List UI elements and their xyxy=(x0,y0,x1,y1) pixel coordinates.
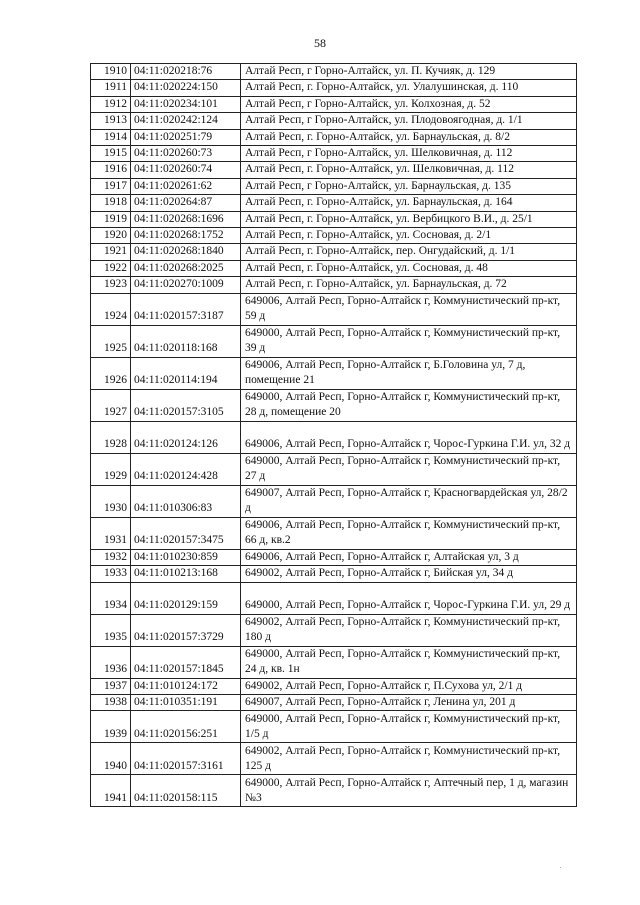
table-row xyxy=(91,96,577,112)
row-number-cell: 1940 xyxy=(91,743,131,775)
cadastral-number-cell: 04:11:010306:83 xyxy=(131,485,241,517)
registry-table-body xyxy=(91,64,577,807)
table-row xyxy=(91,129,577,145)
cadastral-number-cell: 04:11:010213:168 xyxy=(131,566,241,582)
row-number-cell: 1931 xyxy=(91,517,131,549)
row-number-cell: 1933 xyxy=(91,566,131,582)
table-row xyxy=(91,549,577,565)
row-number-cell: 1937 xyxy=(91,678,131,694)
table-row xyxy=(91,566,577,582)
cadastral-number-cell: 04:11:020268:1752 xyxy=(131,228,241,244)
table-row xyxy=(91,485,577,517)
row-number-cell: 1914 xyxy=(91,129,131,145)
cadastral-number-cell: 04:11:010124:172 xyxy=(131,678,241,694)
cadastral-number-cell: 04:11:020268:1840 xyxy=(131,244,241,260)
table-row xyxy=(91,711,577,743)
address-cell: 649002, Алтай Респ, Горно-Алтайск г, Бийская ул, 34 д xyxy=(241,566,577,582)
address-cell: 649006, Алтай Респ, Горно-Алтайск г, Коммунистический пр-кт, 66 д, кв.2 xyxy=(241,517,577,549)
table-row xyxy=(91,162,577,178)
table-row xyxy=(91,178,577,194)
address-cell: Алтай Респ, г Горно-Алтайск, ул. П. Кучияк, д. 129 xyxy=(241,64,577,80)
cadastral-number-cell: 04:11:020157:3105 xyxy=(131,389,241,421)
cadastral-number-cell: 04:11:020157:3161 xyxy=(131,743,241,775)
row-number-cell: 1927 xyxy=(91,389,131,421)
address-cell: 649007, Алтай Респ, Горно-Алтайск г, Красногвардейская ул, 28/2 д xyxy=(241,485,577,517)
address-cell: 649006, Алтай Респ, Горно-Алтайск г, Чорос-Гуркина Г.И. ул, 32 д xyxy=(241,421,577,453)
row-number-cell: 1924 xyxy=(91,293,131,325)
cadastral-number-cell: 04:11:020224:150 xyxy=(131,80,241,96)
table-row xyxy=(91,113,577,129)
address-cell: 649000, Алтай Респ, Горно-Алтайск г, Коммунистический пр-кт, 24 д, кв. 1н xyxy=(241,646,577,678)
cadastral-number-cell: 04:11:020260:74 xyxy=(131,162,241,178)
table-row xyxy=(91,357,577,389)
row-number-cell: 1929 xyxy=(91,453,131,485)
row-number-cell: 1938 xyxy=(91,694,131,710)
table-row xyxy=(91,743,577,775)
address-cell: Алтай Респ, г. Горно-Алтайск, ул. Сосновая, д. 2/1 xyxy=(241,228,577,244)
cadastral-number-cell: 04:11:020158:115 xyxy=(131,775,241,807)
table-row xyxy=(91,80,577,96)
row-number-cell: 1916 xyxy=(91,162,131,178)
cadastral-number-cell: 04:11:020118:168 xyxy=(131,325,241,357)
address-cell: Алтай Респ, г. Горно-Алтайск, ул. Шелковичная, д. 112 xyxy=(241,162,577,178)
table-row xyxy=(91,244,577,260)
row-number-cell: 1926 xyxy=(91,357,131,389)
address-cell: Алтай Респ, г. Горно-Алтайск, ул. Сосновая, д. 48 xyxy=(241,260,577,276)
row-number-cell: 1935 xyxy=(91,614,131,646)
address-cell: 649006, Алтай Респ, Горно-Алтайск г, Коммунистический пр-кт, 59 д xyxy=(241,293,577,325)
address-cell: 649002, Алтай Респ, Горно-Алтайск г, Коммунистический пр-кт, 180 д xyxy=(241,614,577,646)
cadastral-number-cell: 04:11:020157:3729 xyxy=(131,614,241,646)
cadastral-number-cell: 04:11:020261:62 xyxy=(131,178,241,194)
table-row xyxy=(91,277,577,293)
address-cell: Алтай Респ, г. Горно-Алтайск, пер. Онгудайский, д. 1/1 xyxy=(241,244,577,260)
table-row xyxy=(91,293,577,325)
row-number-cell: 1922 xyxy=(91,260,131,276)
cadastral-number-cell: 04:11:020156:251 xyxy=(131,711,241,743)
address-cell: Алтай Респ, г. Горно-Алтайск, ул. Вербицкого В.И., д. 25/1 xyxy=(241,211,577,227)
cadastral-number-cell: 04:11:020114:194 xyxy=(131,357,241,389)
cadastral-number-cell: 04:11:020264:87 xyxy=(131,195,241,211)
table-row xyxy=(91,582,577,614)
address-cell: Алтай Респ, г Горно-Алтайск, ул. Колхозная, д. 52 xyxy=(241,96,577,112)
cadastral-number-cell: 04:11:010230:859 xyxy=(131,549,241,565)
table-row xyxy=(91,389,577,421)
scan-speck xyxy=(560,867,561,868)
cadastral-number-cell: 04:11:020157:3475 xyxy=(131,517,241,549)
cadastral-number-cell: 04:11:020124:126 xyxy=(131,421,241,453)
table-row xyxy=(91,260,577,276)
address-cell: Алтай Респ, г. Горно-Алтайск, ул. Барнаульская, д. 8/2 xyxy=(241,129,577,145)
row-number-cell: 1910 xyxy=(91,64,131,80)
cadastral-number-cell: 04:11:020251:79 xyxy=(131,129,241,145)
address-cell: 649006, Алтай Респ, Горно-Алтайск г, Алтайская ул, 3 д xyxy=(241,549,577,565)
address-cell: 649000, Алтай Респ, Горно-Алтайск г, Коммунистический пр-кт, 39 д xyxy=(241,325,577,357)
row-number-cell: 1919 xyxy=(91,211,131,227)
address-cell: 649007, Алтай Респ, Горно-Алтайск г, Ленина ул, 201 д xyxy=(241,694,577,710)
row-number-cell: 1930 xyxy=(91,485,131,517)
table-row xyxy=(91,694,577,710)
table-row xyxy=(91,211,577,227)
table-row xyxy=(91,678,577,694)
address-cell: Алтай Респ, г. Горно-Алтайск, ул. Барнаульская, д. 164 xyxy=(241,195,577,211)
row-number-cell: 1932 xyxy=(91,549,131,565)
address-cell: 649002, Алтай Респ, Горно-Алтайск г, П.Сухова ул, 2/1 д xyxy=(241,678,577,694)
table-row xyxy=(91,325,577,357)
cadastral-number-cell: 04:11:020218:76 xyxy=(131,64,241,80)
address-cell: 649006, Алтай Респ, Горно-Алтайск г, Б.Головина ул, 7 д, помещение 21 xyxy=(241,357,577,389)
table-row xyxy=(91,646,577,678)
cadastral-number-cell: 04:11:010351:191 xyxy=(131,694,241,710)
address-cell: Алтай Респ, г. Горно-Алтайск, ул. Барнаульская, д. 72 xyxy=(241,277,577,293)
row-number-cell: 1915 xyxy=(91,146,131,162)
row-number-cell: 1928 xyxy=(91,421,131,453)
row-number-cell: 1921 xyxy=(91,244,131,260)
table-row xyxy=(91,421,577,453)
row-number-cell: 1917 xyxy=(91,178,131,194)
cadastral-number-cell: 04:11:020268:1696 xyxy=(131,211,241,227)
address-cell: 649000, Алтай Респ, Горно-Алтайск г, Чорос-Гуркина Г.И. ул, 29 д xyxy=(241,582,577,614)
row-number-cell: 1936 xyxy=(91,646,131,678)
table-row xyxy=(91,146,577,162)
table-row xyxy=(91,64,577,80)
address-cell: 649000, Алтай Респ, Горно-Алтайск г, Коммунистический пр-кт, 28 д, помещение 20 xyxy=(241,389,577,421)
cadastral-number-cell: 04:11:020268:2025 xyxy=(131,260,241,276)
cadastral-number-cell: 04:11:020129:159 xyxy=(131,582,241,614)
row-number-cell: 1941 xyxy=(91,775,131,807)
row-number-cell: 1923 xyxy=(91,277,131,293)
cadastral-number-cell: 04:11:020124:428 xyxy=(131,453,241,485)
cadastral-number-cell: 04:11:020260:73 xyxy=(131,146,241,162)
address-cell: Алтай Респ, г. Горно-Алтайск, ул. Улалушинская, д. 110 xyxy=(241,80,577,96)
address-cell: 649000, Алтай Респ, Горно-Алтайск г, Коммунистический пр-кт, 1/5 д xyxy=(241,711,577,743)
address-cell: Алтай Респ, г Горно-Алтайск, ул. Плодовоягодная, д. 1/1 xyxy=(241,113,577,129)
row-number-cell: 1912 xyxy=(91,96,131,112)
table-row xyxy=(91,453,577,485)
row-number-cell: 1913 xyxy=(91,113,131,129)
cadastral-number-cell: 04:11:020157:3187 xyxy=(131,293,241,325)
cadastral-number-cell: 04:11:020234:101 xyxy=(131,96,241,112)
table-row xyxy=(91,195,577,211)
cadastral-number-cell: 04:11:020157:1845 xyxy=(131,646,241,678)
row-number-cell: 1939 xyxy=(91,711,131,743)
row-number-cell: 1911 xyxy=(91,80,131,96)
row-number-cell: 1925 xyxy=(91,325,131,357)
table-row xyxy=(91,775,577,807)
registry-table xyxy=(90,63,577,807)
row-number-cell: 1920 xyxy=(91,228,131,244)
row-number-cell: 1918 xyxy=(91,195,131,211)
address-cell: 649000, Алтай Респ, Горно-Алтайск г, Аптечный пер, 1 д, магазин №3 xyxy=(241,775,577,807)
address-cell: Алтай Респ, г Горно-Алтайск, ул. Барнаульская, д. 135 xyxy=(241,178,577,194)
table-row xyxy=(91,614,577,646)
table-row xyxy=(91,228,577,244)
table-row xyxy=(91,517,577,549)
address-cell: Алтай Респ, г Горно-Алтайск, ул. Шелковичная, д. 112 xyxy=(241,146,577,162)
address-cell: 649002, Алтай Респ, Горно-Алтайск г, Коммунистический пр-кт, 125 д xyxy=(241,743,577,775)
cadastral-number-cell: 04:11:020270:1009 xyxy=(131,277,241,293)
page-number: 58 xyxy=(314,36,326,50)
address-cell: 649000, Алтай Респ, Горно-Алтайск г, Коммунистический пр-кт, 27 д xyxy=(241,453,577,485)
row-number-cell: 1934 xyxy=(91,582,131,614)
cadastral-number-cell: 04:11:020242:124 xyxy=(131,113,241,129)
